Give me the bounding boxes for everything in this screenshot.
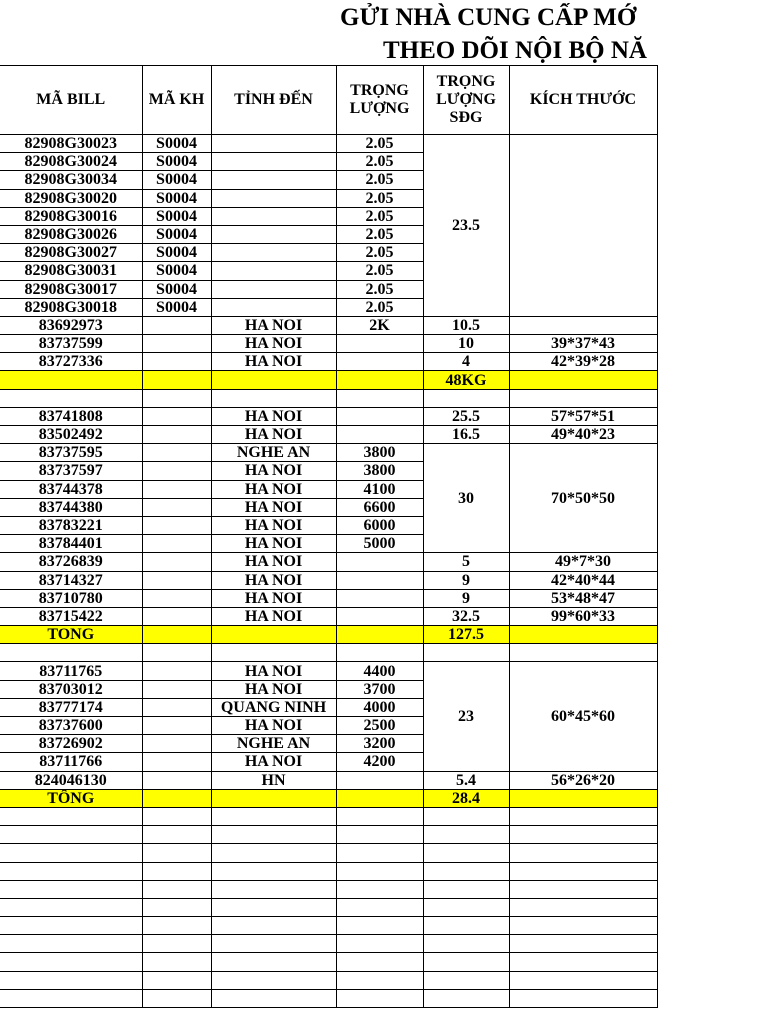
table-row [0,426,657,444]
bill-cell [0,826,142,844]
province-cell: HA NOI [211,662,336,680]
bill-cell: 83715422 [0,607,142,625]
customer-code-cell: S0004 [142,244,211,262]
sdg-weight-cell [423,898,509,916]
customer-code-cell [142,971,211,989]
bill-cell: 82908G30020 [0,189,142,207]
province-cell [211,953,336,971]
province-cell [211,644,336,662]
bill-cell: 83737595 [0,444,142,462]
province-cell: HN [211,771,336,789]
sdg-weight-cell [423,807,509,825]
dimensions-cell: 49*40*23 [509,426,657,444]
dimensions-cell [509,953,657,971]
bill-cell [0,935,142,953]
dimensions-cell: 56*26*20 [509,771,657,789]
province-cell [211,844,336,862]
province-cell: HA NOI [211,480,336,498]
customer-code-cell: S0004 [142,225,211,243]
customer-code-cell [142,680,211,698]
table-body [0,135,657,1008]
table-row [0,862,657,880]
bill-cell: 83737599 [0,335,142,353]
customer-code-cell: S0004 [142,262,211,280]
customer-code-cell [142,644,211,662]
weight-cell [336,971,423,989]
dimensions-cell [509,316,657,334]
bill-cell: 82908G30031 [0,262,142,280]
sdg-weight-cell [423,917,509,935]
col-header-ma-kh: MÃ KH [142,66,211,135]
table-row [0,880,657,898]
weight-cell: 6600 [336,498,423,516]
customer-code-cell [142,917,211,935]
weight-cell [336,844,423,862]
bill-cell: 83784401 [0,535,142,553]
weight-cell: 3200 [336,735,423,753]
customer-code-cell [142,353,211,371]
province-cell [211,862,336,880]
customer-code-cell [142,407,211,425]
col-header-tinh-den: TỈNH ĐẾN [211,66,336,135]
bill-cell: 82908G30024 [0,153,142,171]
dimensions-cell [509,935,657,953]
bill-cell [0,880,142,898]
dimensions-cell [509,626,657,644]
customer-code-cell [142,571,211,589]
customer-code-cell [142,735,211,753]
sdg-weight-merged-cell: 23.5 [423,135,509,317]
weight-cell [336,826,423,844]
bill-cell: 83502492 [0,426,142,444]
dimensions-cell [509,844,657,862]
customer-code-cell: S0004 [142,153,211,171]
customer-code-cell [142,480,211,498]
customer-code-cell: S0004 [142,280,211,298]
bill-cell: 83727336 [0,353,142,371]
shipment-table [0,65,658,1008]
sdg-weight-merged-cell: 23 [423,662,509,771]
weight-cell: 2K [336,316,423,334]
table-row [0,953,657,971]
province-cell: NGHE AN [211,735,336,753]
customer-code-cell: S0004 [142,189,211,207]
weight-cell [336,426,423,444]
table-row [0,407,657,425]
sdg-weight-cell: 16.5 [423,426,509,444]
weight-cell [336,644,423,662]
province-cell [211,280,336,298]
sdg-weight-cell: 4 [423,353,509,371]
province-cell: HA NOI [211,753,336,771]
province-cell [211,989,336,1007]
province-cell [211,917,336,935]
dimensions-cell [509,880,657,898]
weight-cell: 5000 [336,535,423,553]
bill-cell: 83737597 [0,462,142,480]
bill-cell: 83726839 [0,553,142,571]
table-row [0,553,657,571]
dimensions-merged-cell: 70*50*50 [509,444,657,553]
weight-cell [336,935,423,953]
customer-code-cell: S0004 [142,135,211,153]
total-row [0,371,657,389]
bill-cell [0,989,142,1007]
customer-code-cell: S0004 [142,171,211,189]
bill-cell [0,862,142,880]
bill-cell [0,371,142,389]
dimensions-cell [509,389,657,407]
customer-code-cell [142,698,211,716]
bill-cell [0,898,142,916]
table-row [0,316,657,334]
province-cell [211,826,336,844]
weight-cell: 2.05 [336,189,423,207]
province-cell [211,935,336,953]
sdg-weight-cell: 127.5 [423,626,509,644]
weight-cell: 2500 [336,717,423,735]
customer-code-cell [142,462,211,480]
province-cell: HA NOI [211,589,336,607]
weight-cell: 2.05 [336,207,423,225]
province-cell [211,880,336,898]
table-row [0,135,657,153]
weight-cell [336,371,423,389]
bill-cell: 824046130 [0,771,142,789]
customer-code-cell [142,589,211,607]
weight-cell [336,917,423,935]
bill-cell: 82908G30016 [0,207,142,225]
province-cell [211,135,336,153]
province-cell: NGHE AN [211,444,336,462]
province-cell [211,389,336,407]
bill-cell: 83777174 [0,698,142,716]
sdg-weight-cell [423,880,509,898]
bill-cell: 82908G30023 [0,135,142,153]
customer-code-cell [142,807,211,825]
table-row [0,444,657,462]
province-cell [211,807,336,825]
col-header-kich-thuoc: KÍCH THƯỚC [509,66,657,135]
province-cell [211,262,336,280]
customer-code-cell [142,626,211,644]
weight-cell [336,626,423,644]
bill-cell: 82908G30018 [0,298,142,316]
province-cell [211,626,336,644]
weight-cell: 2.05 [336,135,423,153]
table-row [0,807,657,825]
dimensions-cell [509,789,657,807]
dimensions-cell [509,826,657,844]
customer-code-cell: S0004 [142,207,211,225]
header-row [0,66,657,135]
bill-cell [0,844,142,862]
bill-cell: TONG [0,626,142,644]
table-row [0,389,657,407]
dimensions-cell [509,807,657,825]
dimensions-cell [509,371,657,389]
customer-code-cell [142,989,211,1007]
province-cell: HA NOI [211,571,336,589]
sdg-weight-cell: 25.5 [423,407,509,425]
customer-code-cell [142,935,211,953]
sdg-weight-cell [423,989,509,1007]
customer-code-cell [142,771,211,789]
province-cell: QUANG NINH [211,698,336,716]
bill-cell: 83741808 [0,407,142,425]
sdg-weight-cell [423,953,509,971]
bill-cell: 83726902 [0,735,142,753]
sdg-weight-cell: 10 [423,335,509,353]
weight-cell: 3800 [336,444,423,462]
customer-code-cell [142,717,211,735]
bill-cell [0,644,142,662]
sdg-weight-cell [423,826,509,844]
sheet-title-line2: THEO DÕI NỘI BỘ NĂ [383,37,647,64]
province-cell [211,171,336,189]
dimensions-cell [509,917,657,935]
province-cell: HA NOI [211,353,336,371]
weight-cell: 6000 [336,516,423,534]
province-cell [211,971,336,989]
customer-code-cell [142,607,211,625]
col-header-trong-luong-sdg: TRỌNG LƯỢNG SĐG [423,66,509,135]
province-cell [211,244,336,262]
weight-cell [336,789,423,807]
sdg-weight-cell [423,644,509,662]
province-cell: HA NOI [211,607,336,625]
sdg-weight-cell: 32.5 [423,607,509,625]
weight-cell [336,335,423,353]
weight-cell: 2.05 [336,298,423,316]
bill-cell: 83737600 [0,717,142,735]
table-row [0,989,657,1007]
weight-cell: 4100 [336,480,423,498]
table-row [0,571,657,589]
province-cell: HA NOI [211,535,336,553]
dimensions-merged-cell [509,135,657,317]
province-cell: HA NOI [211,717,336,735]
weight-cell [336,407,423,425]
dimensions-cell [509,862,657,880]
customer-code-cell [142,335,211,353]
province-cell: HA NOI [211,516,336,534]
bill-cell [0,953,142,971]
weight-cell [336,389,423,407]
customer-code-cell [142,516,211,534]
customer-code-cell [142,826,211,844]
sdg-weight-cell [423,389,509,407]
weight-cell [336,571,423,589]
dimensions-cell [509,644,657,662]
dimensions-cell: 42*39*28 [509,353,657,371]
customer-code-cell [142,880,211,898]
province-cell [211,371,336,389]
total-row [0,789,657,807]
province-cell [211,153,336,171]
customer-code-cell [142,535,211,553]
province-cell: HA NOI [211,680,336,698]
dimensions-cell [509,989,657,1007]
bill-cell: 82908G30017 [0,280,142,298]
bill-cell: 83711766 [0,753,142,771]
sdg-weight-cell [423,971,509,989]
table-row [0,662,657,680]
province-cell: HA NOI [211,498,336,516]
table-row [0,917,657,935]
dimensions-cell [509,971,657,989]
weight-cell: 3800 [336,462,423,480]
province-cell [211,189,336,207]
customer-code-cell [142,553,211,571]
weight-cell: 2.05 [336,244,423,262]
weight-cell: 4000 [336,698,423,716]
table-row [0,826,657,844]
table-row [0,589,657,607]
weight-cell: 4400 [336,662,423,680]
weight-cell [336,953,423,971]
bill-cell: 82908G30034 [0,171,142,189]
province-cell: HA NOI [211,553,336,571]
sdg-weight-cell: 48KG [423,371,509,389]
bill-cell: 82908G30027 [0,244,142,262]
weight-cell [336,880,423,898]
dimensions-merged-cell: 60*45*60 [509,662,657,771]
province-cell: HA NOI [211,335,336,353]
customer-code-cell [142,371,211,389]
customer-code-cell [142,898,211,916]
weight-cell: 2.05 [336,280,423,298]
weight-cell [336,989,423,1007]
customer-code-cell [142,426,211,444]
bill-cell: 83703012 [0,680,142,698]
customer-code-cell [142,498,211,516]
col-header-trong-luong: TRỌNG LƯỢNG [336,66,423,135]
table-row [0,844,657,862]
weight-cell: 2.05 [336,262,423,280]
col-header-ma-bill: MÃ BILL [0,66,142,135]
weight-cell [336,553,423,571]
sdg-weight-merged-cell: 30 [423,444,509,553]
sdg-weight-cell: 9 [423,571,509,589]
sdg-weight-cell: 10.5 [423,316,509,334]
customer-code-cell [142,953,211,971]
dimensions-cell: 53*48*47 [509,589,657,607]
province-cell [211,207,336,225]
sdg-weight-cell [423,844,509,862]
bill-cell: 83711765 [0,662,142,680]
dimensions-cell: 99*60*33 [509,607,657,625]
total-row [0,626,657,644]
province-cell: HA NOI [211,316,336,334]
sdg-weight-cell [423,935,509,953]
province-cell: HA NOI [211,462,336,480]
customer-code-cell [142,444,211,462]
bill-cell: 82908G30026 [0,225,142,243]
province-cell: HA NOI [211,407,336,425]
table-row [0,644,657,662]
province-cell [211,225,336,243]
bill-cell: 83744378 [0,480,142,498]
province-cell [211,789,336,807]
bill-cell: 83692973 [0,316,142,334]
bill-cell [0,389,142,407]
bill-cell [0,971,142,989]
weight-cell [336,589,423,607]
dimensions-cell: 42*40*44 [509,571,657,589]
province-cell [211,898,336,916]
weight-cell: 2.05 [336,153,423,171]
sdg-weight-cell: 5.4 [423,771,509,789]
province-cell [211,298,336,316]
bill-cell [0,807,142,825]
customer-code-cell [142,316,211,334]
bill-cell: 83714327 [0,571,142,589]
province-cell: HA NOI [211,426,336,444]
dimensions-cell: 49*7*30 [509,553,657,571]
table-row [0,935,657,953]
table-row [0,353,657,371]
bill-cell: 83783221 [0,516,142,534]
table-row [0,898,657,916]
bill-cell: TỔNG [0,789,142,807]
customer-code-cell [142,662,211,680]
sheet-title-line1: GỬI NHÀ CUNG CẤP MỚ [340,4,637,31]
dimensions-cell: 57*57*51 [509,407,657,425]
bill-cell: 83710780 [0,589,142,607]
bill-cell: 83744380 [0,498,142,516]
weight-cell [336,607,423,625]
bill-cell [0,917,142,935]
table-row [0,771,657,789]
weight-cell: 3700 [336,680,423,698]
customer-code-cell: S0004 [142,298,211,316]
dimensions-cell: 39*37*43 [509,335,657,353]
sdg-weight-cell: 9 [423,589,509,607]
table-row [0,607,657,625]
customer-code-cell [142,844,211,862]
table-row [0,971,657,989]
customer-code-cell [142,862,211,880]
weight-cell [336,353,423,371]
weight-cell [336,862,423,880]
sdg-weight-cell: 5 [423,553,509,571]
weight-cell [336,807,423,825]
weight-cell: 2.05 [336,225,423,243]
sdg-weight-cell: 28.4 [423,789,509,807]
table-row [0,335,657,353]
weight-cell: 2.05 [336,171,423,189]
customer-code-cell [142,753,211,771]
customer-code-cell [142,789,211,807]
dimensions-cell [509,898,657,916]
customer-code-cell [142,389,211,407]
sdg-weight-cell [423,862,509,880]
weight-cell [336,898,423,916]
weight-cell [336,771,423,789]
weight-cell: 4200 [336,753,423,771]
